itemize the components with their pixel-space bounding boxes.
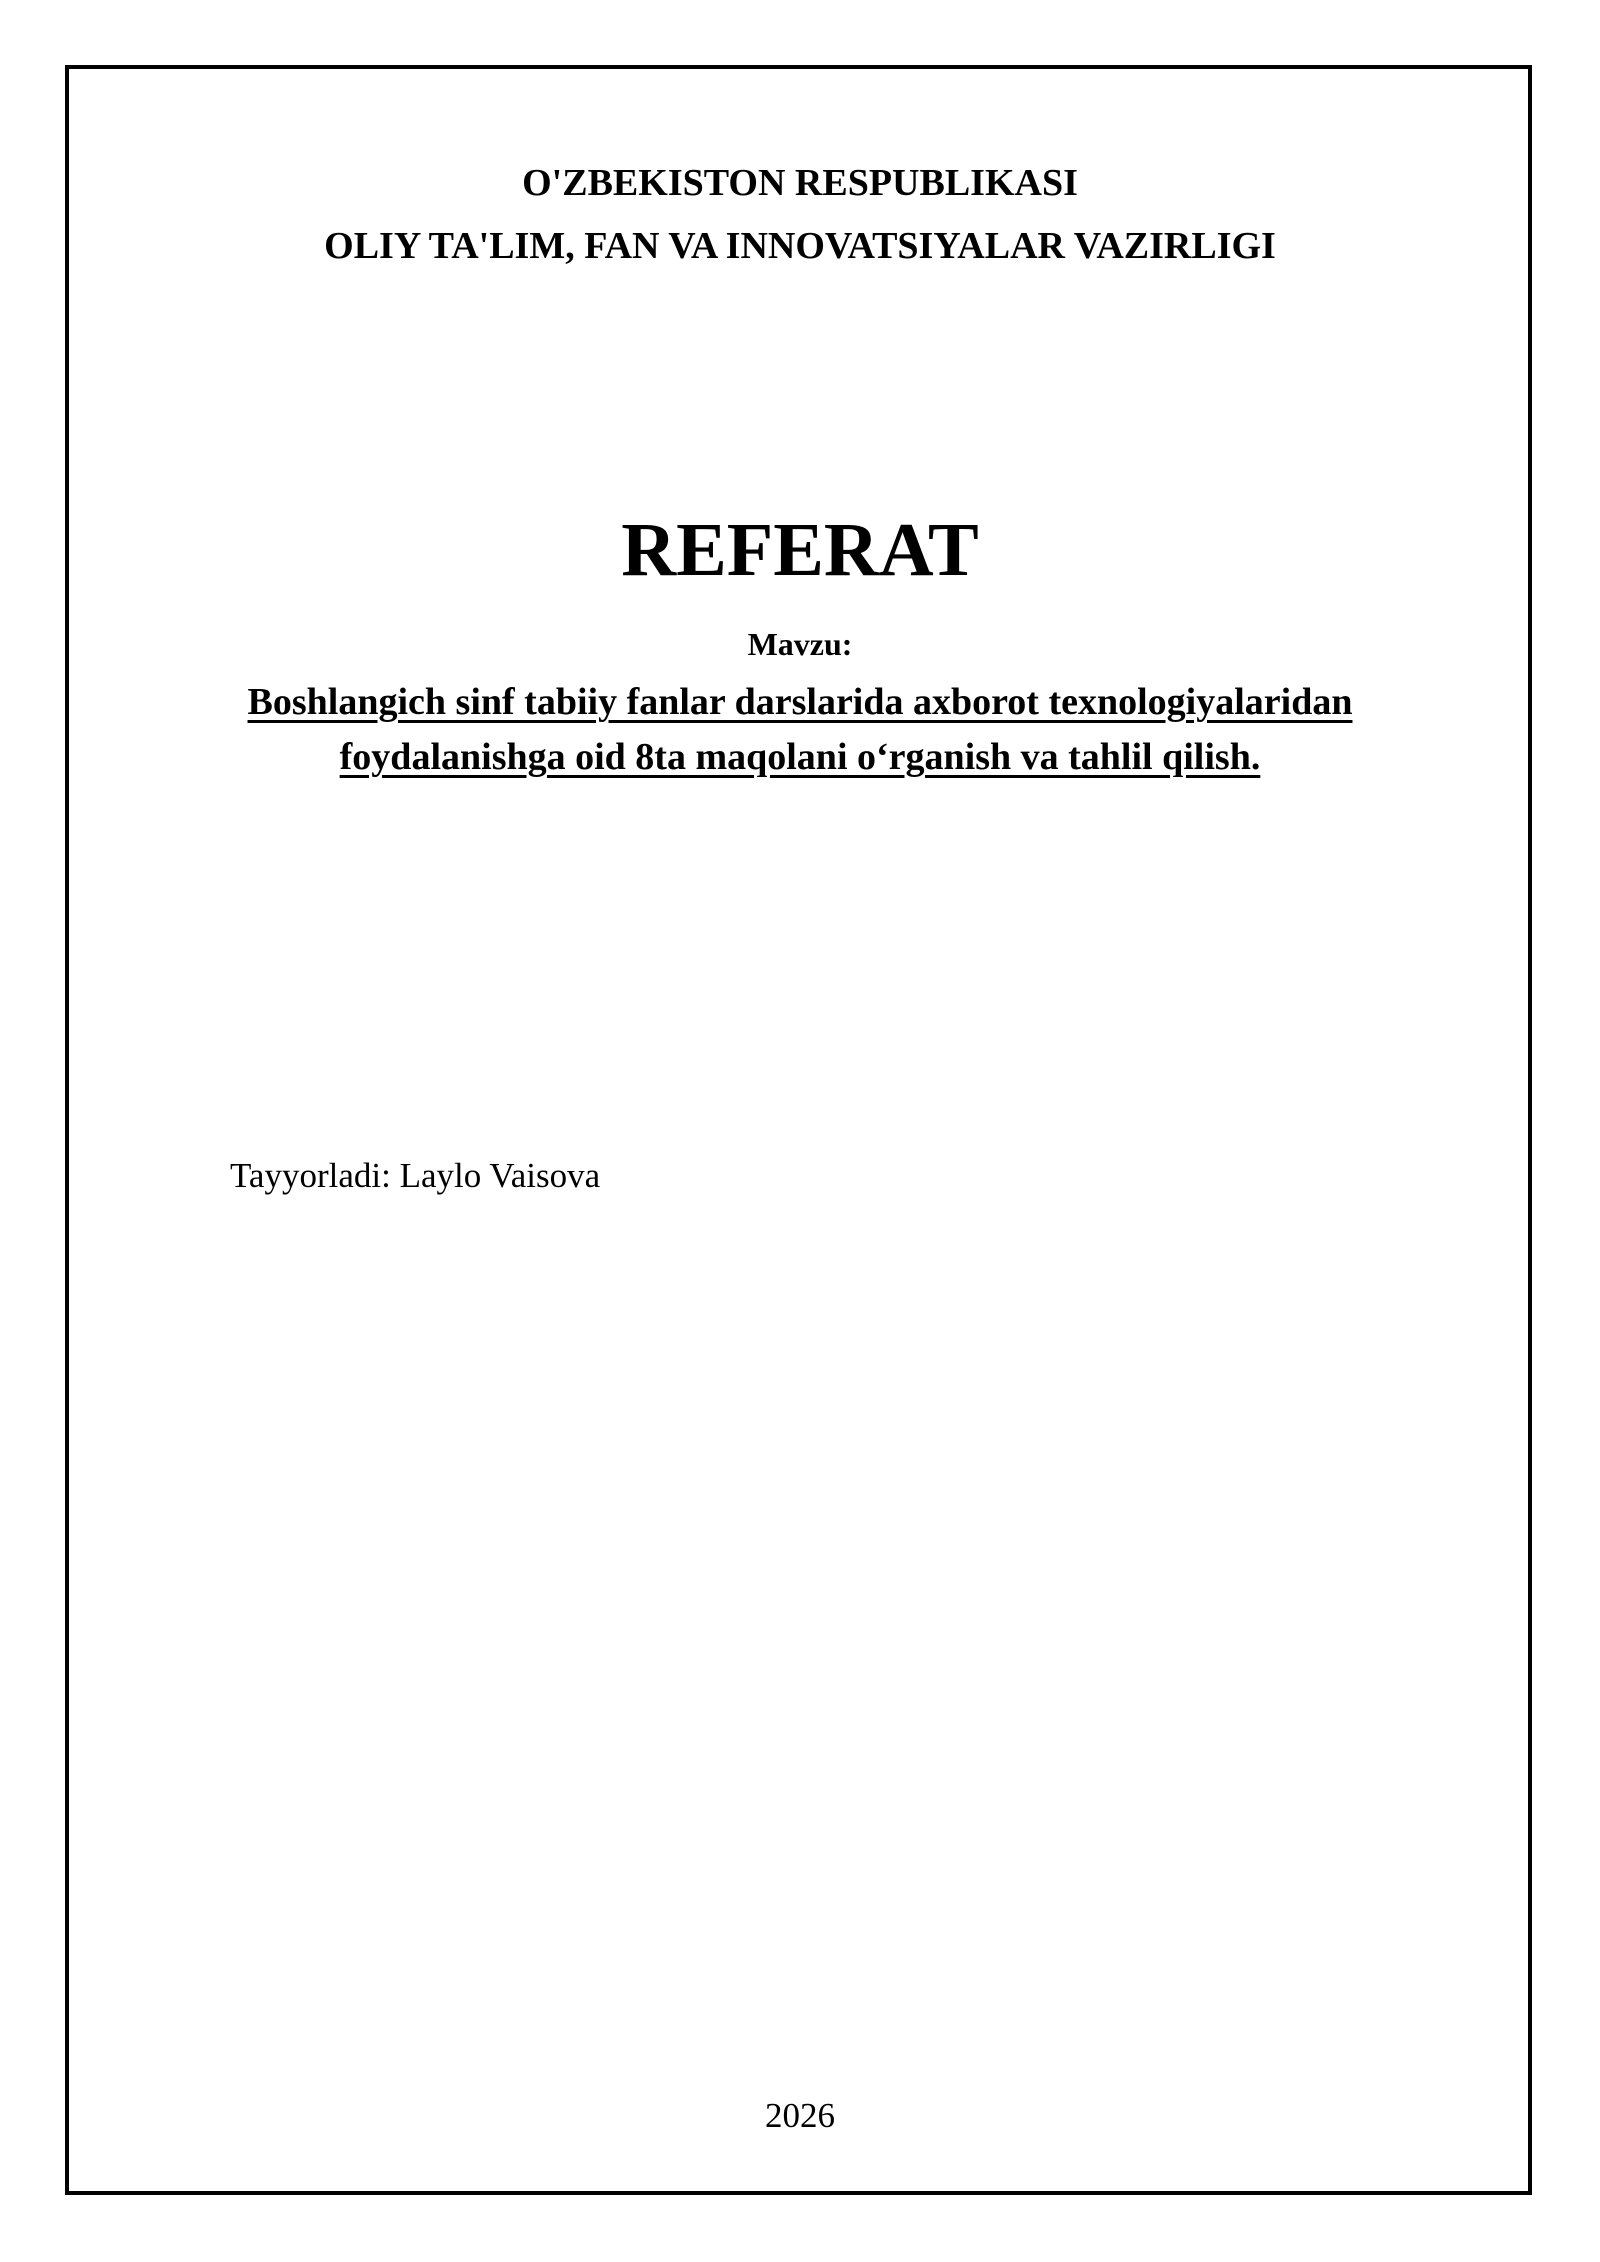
topic-line-1: Boshlangich sinf tabiiy fanlar darslarida axborot texnologiyalaridan xyxy=(247,681,1353,723)
ministry-header xyxy=(0,152,1600,278)
document-title: REFERAT xyxy=(621,508,979,592)
page-border xyxy=(65,65,1532,2195)
topic-line-2: foydalanishga oid 8ta maqolani o‘rganish va tahlil qilish. xyxy=(339,736,1261,778)
ministry-line-name: OLIY TA'LIM, FAN VA INNOVATSIYALAR VAZIRLIGI xyxy=(324,225,1276,267)
author-line: Tayyorladi: Laylo Vaisova xyxy=(230,1156,601,1195)
topic-text xyxy=(0,675,1600,785)
ministry-line-country: O'ZBEKISTON RESPUBLIKASI xyxy=(522,162,1078,204)
year: 2026 xyxy=(765,2096,835,2135)
topic-label: Mavzu: xyxy=(747,626,853,662)
